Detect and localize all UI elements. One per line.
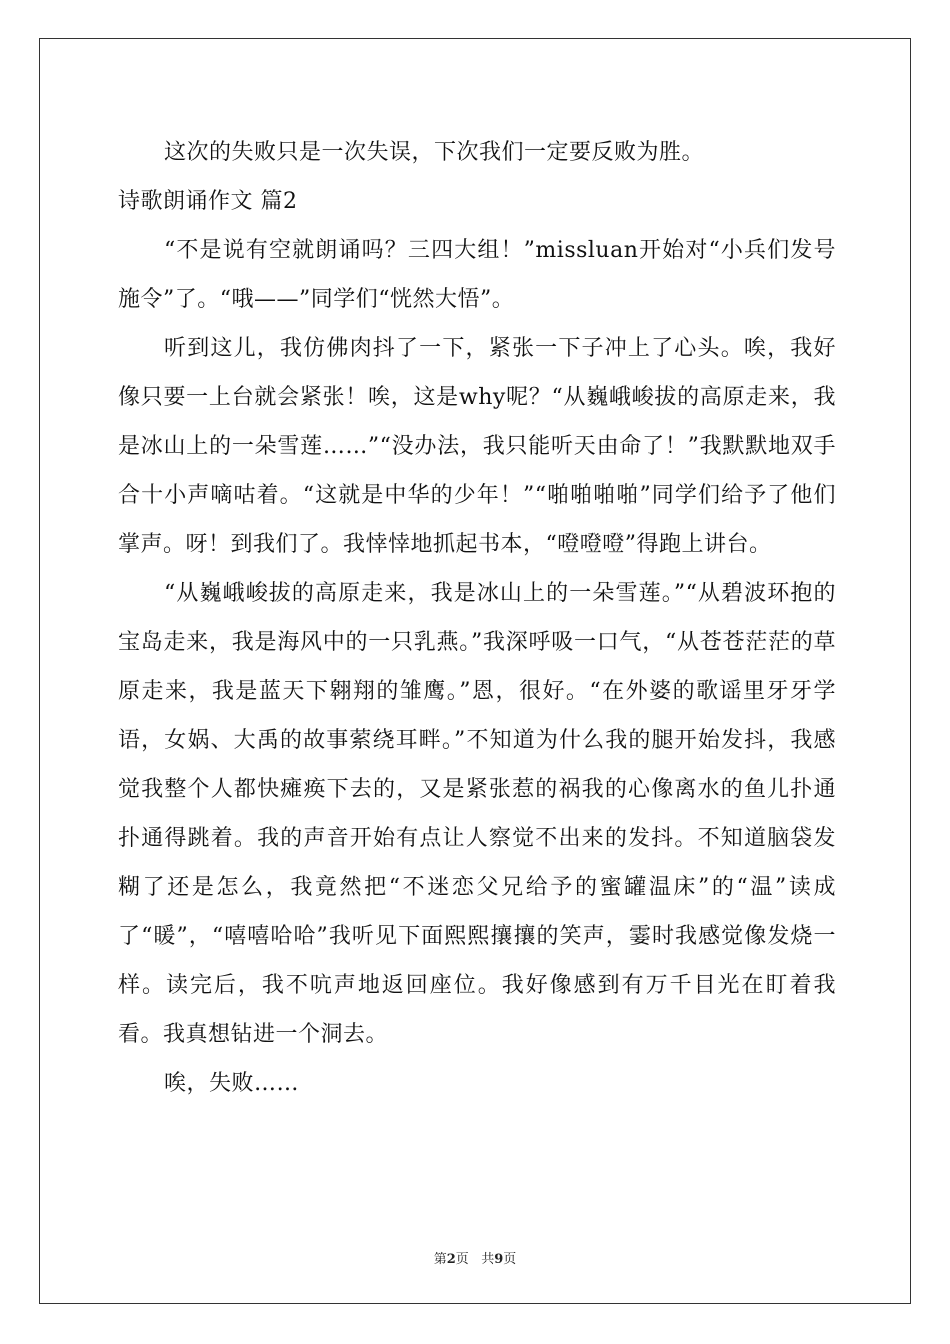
document-body [118, 128, 836, 1108]
page-footer [0, 1248, 950, 1267]
section-heading: 诗歌朗诵作文 篇2 [118, 189, 298, 214]
paragraph-1: 这次的失败只是一次失误，下次我们一定要反败为胜。 [164, 140, 705, 165]
paragraph-3: 听到这儿，我仿佛肉抖了一下，紧张一下子冲上了心头。唉，我好像只要一上台就会紧张！唉，这是why呢？“从巍峨峻拔的高原走来，我是冰山上的一朵雪莲……”“没办法，我只能听天由命了！”我默默地双手合十小声嘀咕着。“这就是中华的少年！”“啪啪啪啪”同学们给予了他们掌声。呀！到我们了。我悻悻地抓起书本，“噔噔噔”得跑上讲台。 [118, 336, 836, 557]
paragraph-4: “从巍峨峻拔的高原走来，我是冰山上的一朵雪莲。”“从碧波环抱的宝岛走来，我是海风中的一只乳燕。”我深呼吸一口气，“从苍苍茫茫的草原走来，我是蓝天下翱翔的雏鹰。”恩，很好。“在外婆的歌谣里牙牙学语，女娲、大禹的故事萦绕耳畔。”不知道为什么我的腿开始发抖，我感觉我整个人都快瘫痪下去的，又是紧张惹的祸我的心像离水的鱼儿扑通扑通得跳着。我的声音开始有点让人察觉不出来的发抖。不知道脑袋发糊了还是怎么，我竟然把“不迷恋父兄给予的蜜罐温床”的“温”读成了“暖”，“嘻嘻哈哈”我听见下面熙熙攘攘的笑声，霎时我感觉像发烧一样。读完后，我不吭声地返回座位。我好像感到有万千目光在盯着我看。我真想钻进一个洞去。 [118, 581, 836, 1047]
paragraph-5: 唉，失败…… [164, 1071, 300, 1096]
footer-total-pages: 9 [494, 1252, 504, 1267]
footer-prefix: 第 [433, 1252, 447, 1267]
paragraph-2: “不是说有空就朗诵吗？三四大组！”missluan开始对“小兵们发号施令”了。“哦——”同学们“恍然大悟”。 [118, 238, 836, 312]
footer-current-page: 2 [446, 1252, 456, 1267]
footer-suffix: 页 [503, 1252, 517, 1267]
footer-mid: 页 共 [455, 1252, 495, 1267]
